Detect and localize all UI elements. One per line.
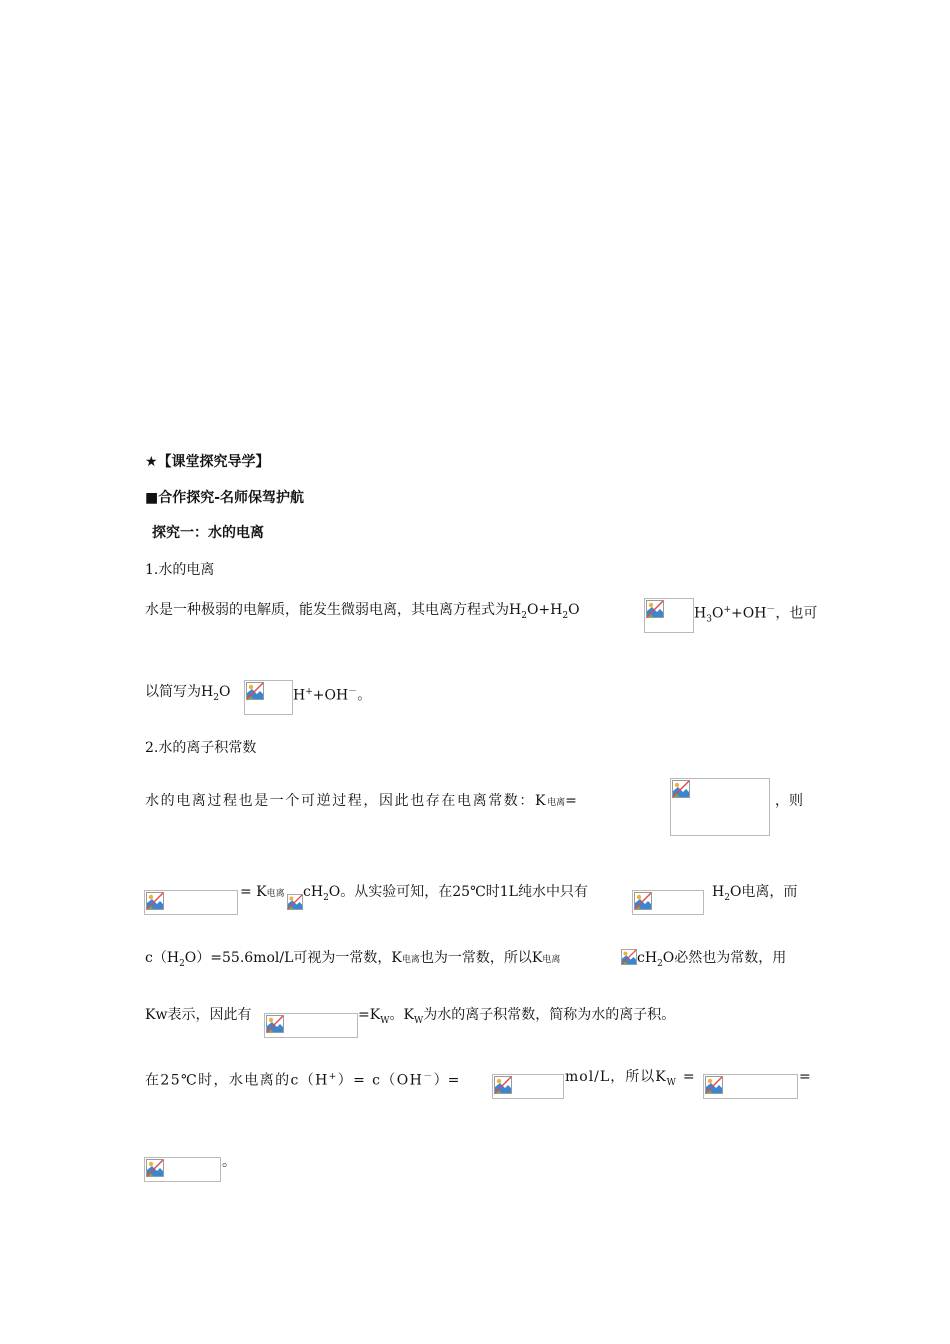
paragraph-line: = K电离 xyxy=(240,884,285,900)
equation-image xyxy=(144,890,238,915)
paragraph-line: $H_3O^++OH^-$，也可 xyxy=(694,605,818,625)
broken-image-icon xyxy=(705,1076,723,1094)
broken-image-icon xyxy=(634,892,652,910)
item-title-1: 1.水的电离 xyxy=(145,562,215,578)
broken-image-icon xyxy=(621,949,637,965)
equation-image xyxy=(264,1013,358,1038)
equation-image xyxy=(670,778,770,836)
topic-heading: 探究一：水的电离 xyxy=(152,525,264,541)
subsection-heading: ■合作探究-名师保驾护航 xyxy=(145,490,305,506)
broken-image-icon xyxy=(146,892,164,910)
paragraph-line: $=K_W$。$K_W$为水的离子积常数，简称为水的离子积。 xyxy=(358,1007,676,1026)
equation-image xyxy=(644,598,694,633)
paragraph-line: 。 xyxy=(222,1154,236,1170)
item-title-2: 2.水的离子积常数 xyxy=(145,740,257,756)
equation-image xyxy=(632,890,704,915)
broken-image-icon xyxy=(494,1076,512,1094)
paragraph-line: ，则 xyxy=(775,793,803,809)
paragraph-line: H++OH－。 xyxy=(293,687,372,704)
broken-image-icon xyxy=(146,1159,164,1177)
section-heading: ★【课堂探究导学】 xyxy=(145,454,270,470)
paragraph-line: $H_2O$电离，而 xyxy=(712,884,798,903)
paragraph-line: 水的电离过程也是一个可逆过程，因此也存在电离常数：K电离= xyxy=(145,793,577,809)
broken-image-icon xyxy=(266,1015,284,1033)
equation-image xyxy=(492,1074,564,1099)
paragraph-line: $c(H_2O)=55.6mol/L$可视为一常数，K电离也为一常数，所以K电离 xyxy=(145,950,561,969)
broken-image-icon xyxy=(646,600,664,618)
equation-image xyxy=(703,1074,798,1099)
broken-image-icon xyxy=(672,780,690,798)
broken-image-icon xyxy=(246,682,264,700)
paragraph-line: $cH_2O$。从实验可知，在25℃时1L纯水中只有 xyxy=(303,884,588,903)
paragraph-line: mol/L，所以$K_W$ = xyxy=(565,1069,696,1088)
paragraph-line: 在25℃时，水电离的c（H+）= c（OH－）= xyxy=(145,1072,460,1089)
broken-image-icon xyxy=(287,894,303,910)
paragraph-line: Kw表示，因此有 xyxy=(145,1007,252,1023)
paragraph-line: 水是一种极弱的电解质，能发生微弱电离，其电离方程式为$H_2O+H_2O$ xyxy=(145,602,580,621)
paragraph-line: = xyxy=(799,1069,811,1085)
paragraph-line: 以简写为$H_2O$ xyxy=(145,684,231,703)
paragraph-line: $cH_2O$必然也为常数，用 xyxy=(637,950,787,969)
equation-image xyxy=(244,680,293,715)
equation-image xyxy=(144,1157,221,1182)
